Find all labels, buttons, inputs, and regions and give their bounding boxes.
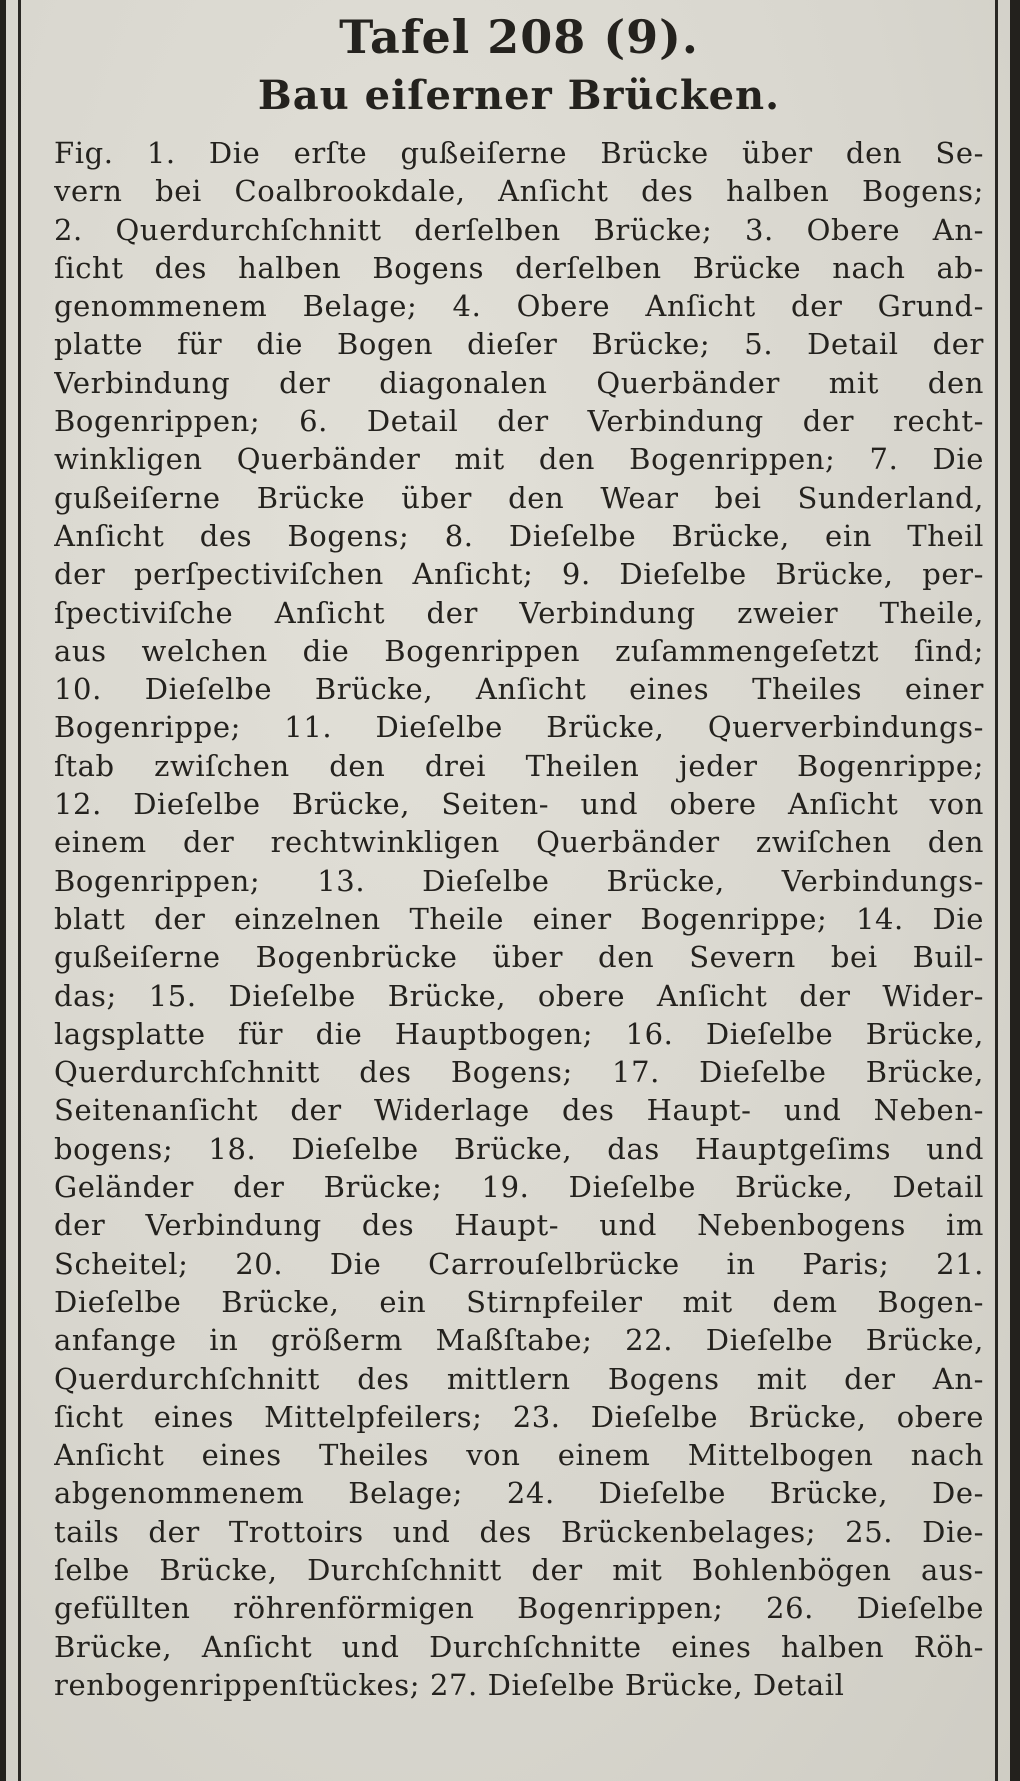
text-line: Bogenrippen; 6. Detail der Verbindung der recht- (54, 404, 984, 439)
text-line: Anſicht eines Theiles von einem Mittelbogen nach (54, 1438, 984, 1473)
plate-description-column (54, 6, 984, 1704)
text-line: der perſpectiviſchen Anſicht; 9. Dieſelbe Brücke, per- (54, 557, 984, 592)
text-line: 10. Dieſelbe Brücke, Anſicht eines Theiles einer (54, 672, 984, 707)
figure-description-text (54, 134, 984, 1704)
text-line: Seitenanſicht der Widerlage des Haupt- und Neben- (54, 1093, 984, 1128)
text-line: ſtab zwiſchen den drei Theilen jeder Bogenrippe; (54, 748, 984, 783)
text-line: Brücke, Anſicht und Durchſchnitte eines halben Röh- (54, 1629, 984, 1664)
text-line: genommenem Belage; 4. Obere Anſicht der Grund- (54, 289, 984, 324)
text-line: Bogenrippe; 11. Dieſelbe Brücke, Querverbindungs- (54, 710, 984, 745)
text-line: blatt der einzelnen Theile einer Bogenrippe; 14. Die (54, 901, 984, 936)
text-line: der Verbindung des Haupt- und Nebenbogens im (54, 1208, 984, 1243)
text-line: lagsplatte für die Hauptbogen; 16. Dieſelbe Brücke, (54, 1016, 984, 1051)
text-line: ſpectiviſche Anſicht der Verbindung zweier Theile, (54, 595, 984, 630)
text-line: winkligen Querbänder mit den Bogenrippen; 7. Die (54, 442, 984, 477)
text-line: aus welchen die Bogenrippen zuſammengeſetzt ſind; (54, 633, 984, 668)
right-column-rule (995, 0, 998, 1781)
text-line: das; 15. Dieſelbe Brücke, obere Anſicht der Wider- (54, 978, 984, 1013)
text-line: Dieſelbe Brücke, ein Stirnpfeiler mit dem Bogen- (54, 1284, 984, 1319)
text-line: einem der rechtwinkligen Querbänder zwiſchen den (54, 825, 984, 860)
text-line: abgenommenem Belage; 24. Dieſelbe Brücke, De- (54, 1476, 984, 1511)
text-line: Geländer der Brücke; 19. Dieſelbe Brücke, Detail (54, 1170, 984, 1205)
text-line: 12. Dieſelbe Brücke, Seiten- und obere Anſicht von (54, 787, 984, 822)
text-line: platte für die Bogen dieſer Brücke; 5. Detail der (54, 327, 984, 362)
plate-subtitle: Bau eiſerner Brücken. (257, 72, 781, 119)
left-column-rule (18, 0, 21, 1781)
text-line: Verbindung der diagonalen Querbänder mit den (54, 365, 984, 400)
scanned-page (6, 0, 1010, 1781)
text-line: Querdurchſchnitt des Bogens; 17. Dieſelbe Brücke, (54, 1055, 984, 1090)
text-line: gußeiſerne Brücke über den Wear bei Sunderland, (54, 480, 984, 515)
text-line: tails der Trottoirs und des Brückenbelages; 25. Die- (54, 1514, 984, 1549)
text-line: Fig. 1. Die erſte gußeiſerne Brücke über den Se- (54, 136, 984, 170)
text-line: gefüllten röhrenförmigen Bogenrippen; 26. Dieſelbe (54, 1591, 984, 1626)
plate-title: Tafel 208 (9). (339, 10, 699, 64)
text-line: bogens; 18. Dieſelbe Brücke, das Hauptgeſims und (54, 1131, 984, 1166)
text-line: Anſicht des Bogens; 8. Dieſelbe Brücke, ein Theil (54, 518, 984, 553)
text-line: Querdurchſchnitt des mittlern Bogens mit der An- (54, 1361, 984, 1396)
text-line: ſicht des halben Bogens derſelben Brücke nach ab- (54, 250, 984, 285)
text-line: anfange in größerm Maßſtabe; 22. Dieſelbe Brücke, (54, 1323, 984, 1358)
text-line: Bogenrippen; 13. Dieſelbe Brücke, Verbindungs- (54, 863, 984, 898)
text-line: 2. Querdurchſchnitt derſelben Brücke; 3. Obere An- (54, 212, 984, 247)
text-line: Scheitel; 20. Die Carrouſelbrücke in Paris; 21. (54, 1246, 984, 1281)
text-line: ſicht eines Mittelpfeilers; 23. Dieſelbe Brücke, obere (54, 1399, 984, 1434)
text-line: ſelbe Brücke, Durchſchnitt der mit Bohlenbögen aus- (54, 1552, 984, 1587)
text-line: vern bei Coalbrookdale, Anſicht des halben Bogens; (54, 174, 984, 209)
text-line: renbogenrippenſtückes; 27. Dieſelbe Brücke, Detail (54, 1667, 845, 1702)
text-line: gußeiſerne Bogenbrücke über den Severn bei Buil- (54, 940, 984, 975)
